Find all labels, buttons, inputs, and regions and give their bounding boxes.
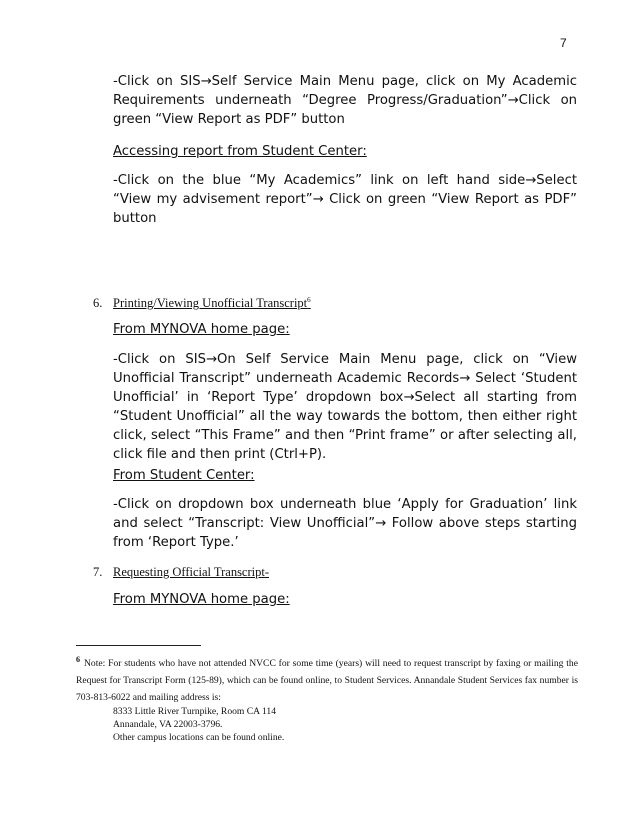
item-6-heading — [93, 292, 311, 311]
footnote-ref-6: 6 — [307, 296, 311, 304]
heading-mynova-home: From MYNOVA home page: — [113, 322, 290, 337]
footnote-marker: 6 — [76, 655, 80, 664]
heading-mynova-home-official: From MYNOVA home page: — [113, 592, 290, 607]
mailing-address — [113, 705, 284, 744]
footnote-text: Note: For students who have not attended NVCC for some time (years) will need to request transcript by faxing or mailing the Request for Transcript Form (125-89), which can be found online, to Student Services. Annandale Student Services fax number is 703-813-6022 and mailing address is: — [76, 658, 578, 703]
paragraph-my-academics-steps: -Click on the blue “My Academics” link on left hand side→Select “View my advisement report”→ Click on green “View Report as PDF” button — [113, 173, 577, 226]
item-6-number: 6. — [93, 296, 103, 311]
heading-student-center-report: Accessing report from Student Center: — [113, 144, 367, 159]
paragraph-sis-steps: -Click on SIS→Self Service Main Menu page, click on My Academic Requirements underneath “Degree Progress/Graduation”→Click on green “View Report as PDF” button — [113, 74, 577, 127]
item-7-heading — [93, 564, 269, 580]
footnote-divider — [76, 645, 201, 646]
paragraph-unofficial-transcript-steps: -Click on SIS→On Self Service Main Menu page, click on “View Unofficial Transcript” underneath Academic Records→ Select ‘Student Unofficial’ in ‘Report Type’ dropdown box→Select all starting from “Student Unofficial” all the way towards the bottom, then either right click, select “This Frame” and then “Print frame” or after selecting all, click file and then print (Ctrl+P). — [113, 352, 577, 462]
footnote — [76, 651, 578, 706]
address-line: Other campus locations can be found online. — [113, 732, 285, 743]
address-line: Annandale, VA 22003-3796. — [113, 719, 223, 730]
item-6-title — [113, 296, 311, 310]
page-number: 7 — [560, 36, 567, 50]
item-7-title: Requesting Official Transcript- — [113, 565, 269, 579]
paragraph-dropdown-steps: -Click on dropdown box underneath blue ‘Apply for Graduation’ link and select “Transcript: View Unofficial”→ Follow above steps starting from ‘Report Type.’ — [113, 497, 577, 550]
item-6-title-text: Printing/Viewing Unofficial Transcript — [113, 296, 308, 311]
heading-from-student-center: From Student Center: — [113, 468, 255, 483]
item-7-number: 7. — [93, 565, 103, 579]
address-line: 8333 Little River Turnpike, Room CA 114 — [113, 706, 277, 717]
